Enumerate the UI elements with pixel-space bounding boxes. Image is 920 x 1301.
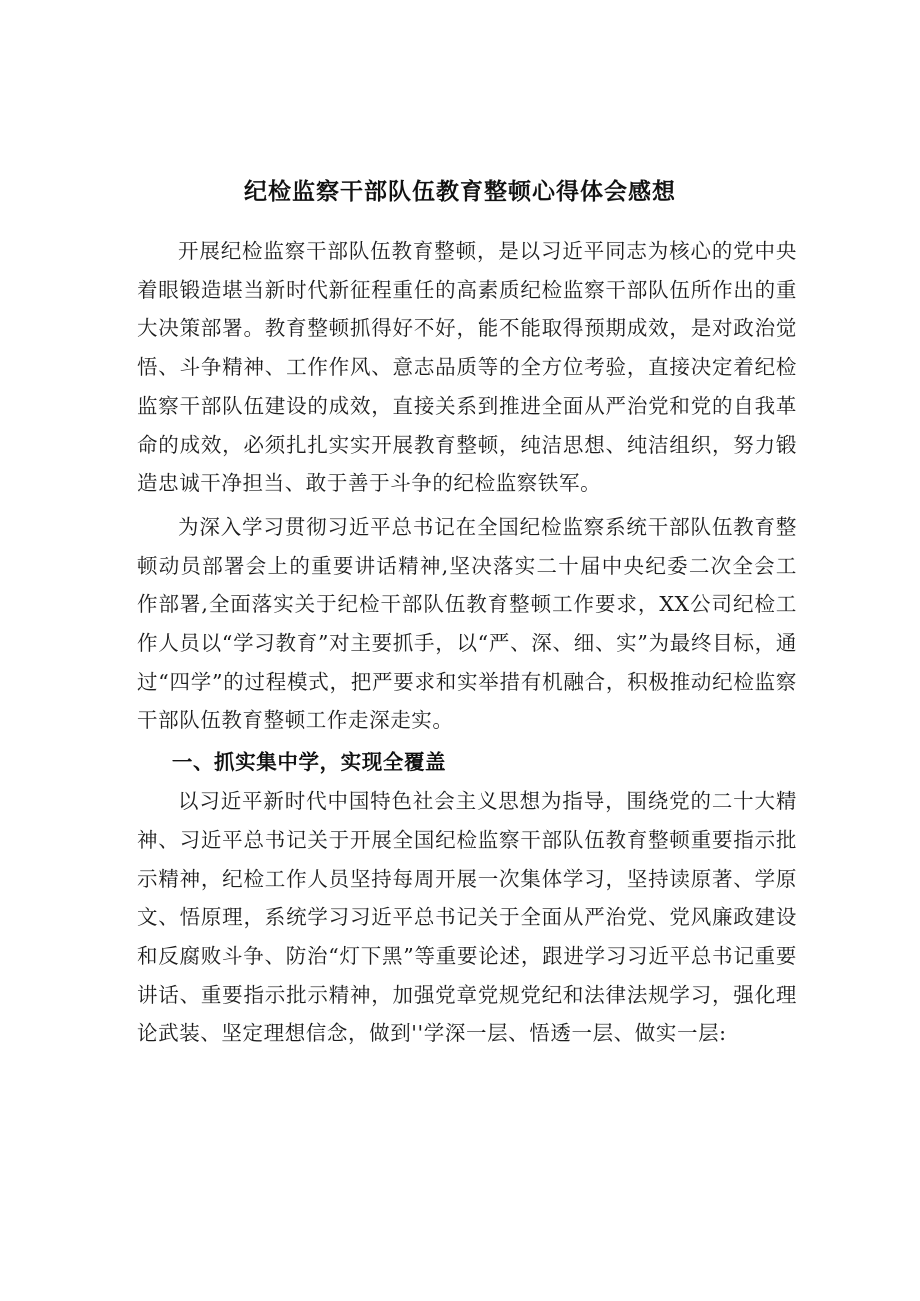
paragraph-background: 为深入学习贯彻习近平总书记在全国纪检监察系统干部队伍教育整顿动员部署会上的重要讲话精神,坚决落实二十届中央纪委二次全会工作部署,全面落实关于纪检干部队伍教育整顿工作要求，XX公司纪检工作人员以“学习教育”对主要抓手，以“严、深、细、实”为最终目标，通过“四学”的过程模式，把严要求和实举措有机融合，积极推动纪检监察干部队伍教育整顿工作走深走实。 [137, 514, 797, 733]
section-heading-1: 一、抓实集中学，实现全覆盖 [171, 750, 447, 775]
document-body [137, 232, 797, 1053]
document-title: 纪检监察干部队伍教育整顿心得体会感想 [244, 179, 676, 205]
paragraph-section-1: 以习近平新时代中国特色社会主义思想为指导，围绕党的二十大精神、习近平总书记关于开展全国纪检监察干部队伍教育整顿重要指示批示精神，纪检工作人员坚持每周开展一次集体学习，坚持读原著、学原文、悟原理，系统学习习近平总书记关于全面从严治党、党风廉政建设和反腐败斗争、防治“灯下黑”等重要论述，跟进学习习近平总书记重要讲话、重要指示批示精神，加强党章党规党纪和法律法规学习，强化理论武装、坚定理想信念，做到''学深一层、悟透一层、做实一层: [137, 789, 797, 1046]
paragraph-intro: 开展纪检监察干部队伍教育整顿，是以习近平同志为核心的党中央着眼锻造堪当新时代新征程重任的高素质纪检监察干部队伍所作出的重大决策部署。教育整顿抓得好不好，能不能取得预期成效，是对政治觉悟、斗争精神、工作作风、意志品质等的全方位考验，直接决定着纪检监察干部队伍建设的成效，直接关系到推进全面从严治党和党的自我革命的成效，必须扎扎实实开展教育整顿，纯洁思想、纯洁组织，努力锻造忠诚干净担当、敢于善于斗争的纪检监察铁军。 [137, 239, 797, 496]
